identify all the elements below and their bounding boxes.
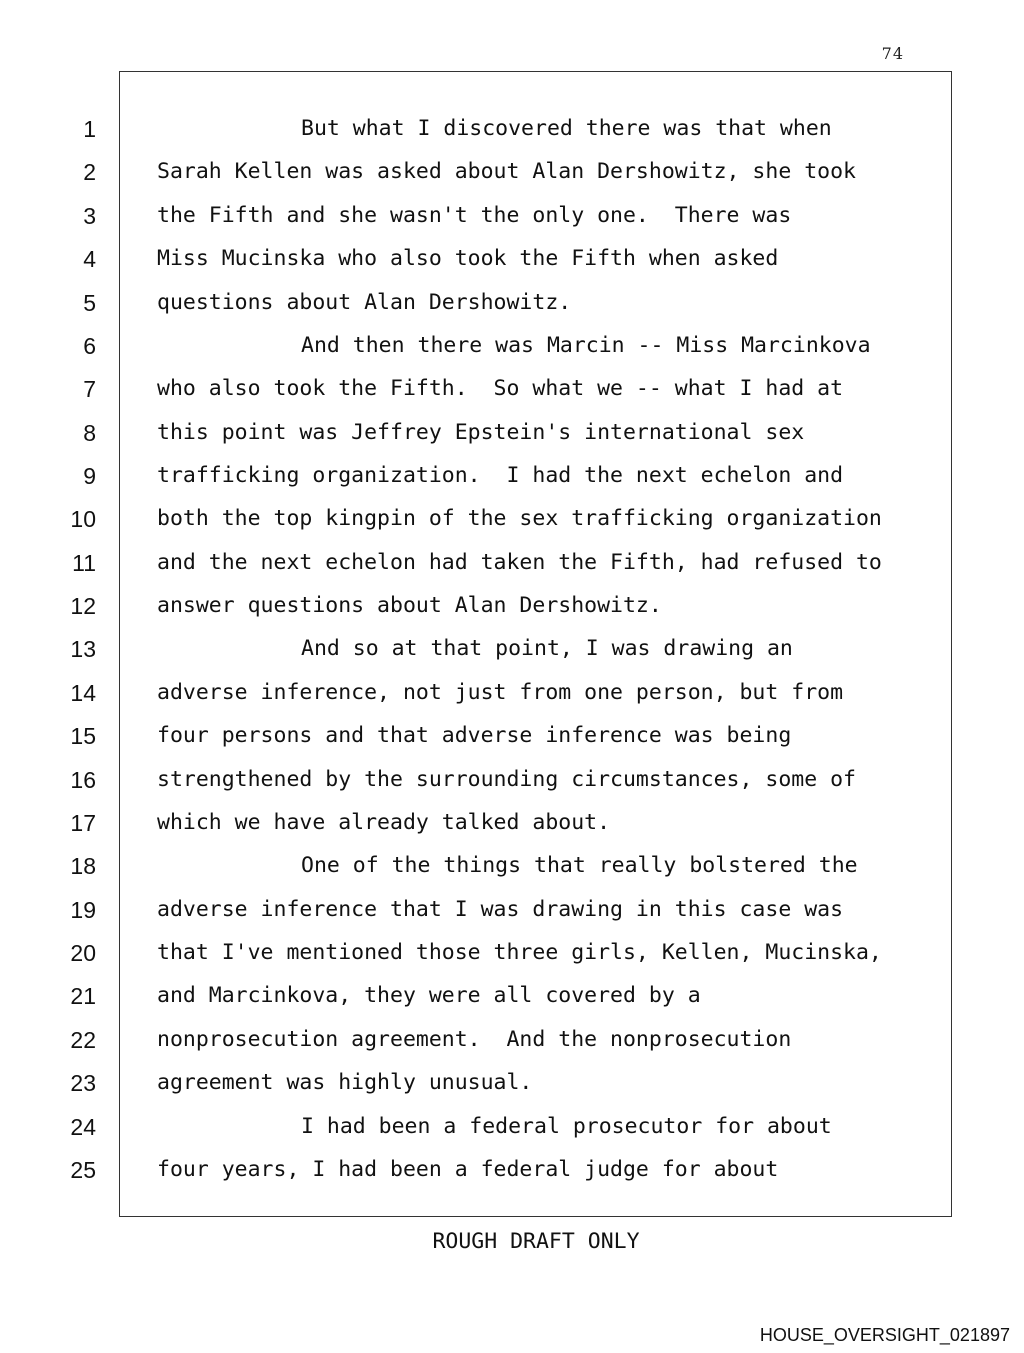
line-number: 23 (70, 1070, 96, 1096)
line-number: 21 (70, 983, 96, 1009)
bates-number: HOUSE_OVERSIGHT_021897 (759, 1325, 1010, 1345)
transcript-line: four persons and that adverse inference was being (157, 723, 792, 748)
transcript-line: which we have already talked about. (157, 810, 611, 835)
line-number: 20 (70, 940, 96, 966)
transcript-line: And so at that point, I was drawing an (301, 636, 793, 661)
transcript-line: But what I discovered there was that when (301, 116, 832, 141)
transcript-line: that I've mentioned those three girls, Kellen, Mucinska, (157, 940, 882, 965)
transcript-line: strengthened by the surrounding circumstances, some of (157, 767, 856, 792)
line-number: 8 (83, 420, 96, 446)
line-number: 15 (70, 723, 96, 749)
line-number: 18 (70, 853, 96, 879)
line-number: 12 (70, 593, 96, 619)
transcript-line: four years, I had been a federal judge for about (157, 1157, 779, 1182)
transcript-line: this point was Jeffrey Epstein's international sex (157, 420, 805, 445)
line-number: 14 (70, 680, 96, 706)
transcript-line: One of the things that really bolstered the (301, 853, 858, 878)
line-number: 22 (70, 1027, 96, 1053)
line-number: 25 (70, 1157, 96, 1183)
transcript-line: and Marcinkova, they were all covered by a (157, 983, 701, 1008)
transcript-line: answer questions about Alan Dershowitz. (157, 593, 662, 618)
transcript-line: nonprosecution agreement. And the nonprosecution (157, 1027, 792, 1052)
line-number: 19 (70, 897, 96, 923)
line-number: 16 (70, 767, 96, 793)
line-number: 10 (70, 506, 96, 532)
transcript-line: Miss Mucinska who also took the Fifth when asked (157, 246, 779, 271)
page-number: 74 (881, 44, 904, 63)
transcript-line: adverse inference, not just from one person, but from (157, 680, 844, 705)
transcript-line: the Fifth and she wasn't the only one. There was (157, 203, 792, 228)
transcript-line: And then there was Marcin -- Miss Marcinkova (301, 333, 871, 358)
line-number: 24 (70, 1114, 96, 1140)
line-number: 7 (83, 376, 96, 402)
line-number: 11 (72, 550, 96, 576)
line-number: 6 (83, 333, 96, 359)
transcript-line: and the next echelon had taken the Fifth, had refused to (157, 550, 882, 575)
line-number: 5 (83, 290, 96, 316)
transcript-line: agreement was highly unusual. (157, 1070, 533, 1095)
line-number: 3 (83, 203, 96, 229)
transcript-line: I had been a federal prosecutor for about (301, 1114, 832, 1139)
transcript-line: adverse inference that I was drawing in this case was (157, 897, 844, 922)
line-number: 13 (70, 636, 96, 662)
transcript-line: both the top kingpin of the sex trafficking organization (157, 506, 882, 531)
line-number: 17 (70, 810, 96, 836)
transcript-line: trafficking organization. I had the next echelon and (157, 463, 844, 488)
line-number: 9 (83, 463, 96, 489)
transcript-line: questions about Alan Dershowitz. (157, 290, 572, 315)
transcript-line: Sarah Kellen was asked about Alan Dershowitz, she took (157, 159, 856, 184)
draft-footer: ROUGH DRAFT ONLY (432, 1229, 640, 1254)
line-number: 4 (83, 246, 96, 272)
line-number: 2 (83, 159, 96, 185)
line-number: 1 (83, 116, 96, 142)
transcript-line: who also took the Fifth. So what we -- what I had at (157, 376, 844, 401)
